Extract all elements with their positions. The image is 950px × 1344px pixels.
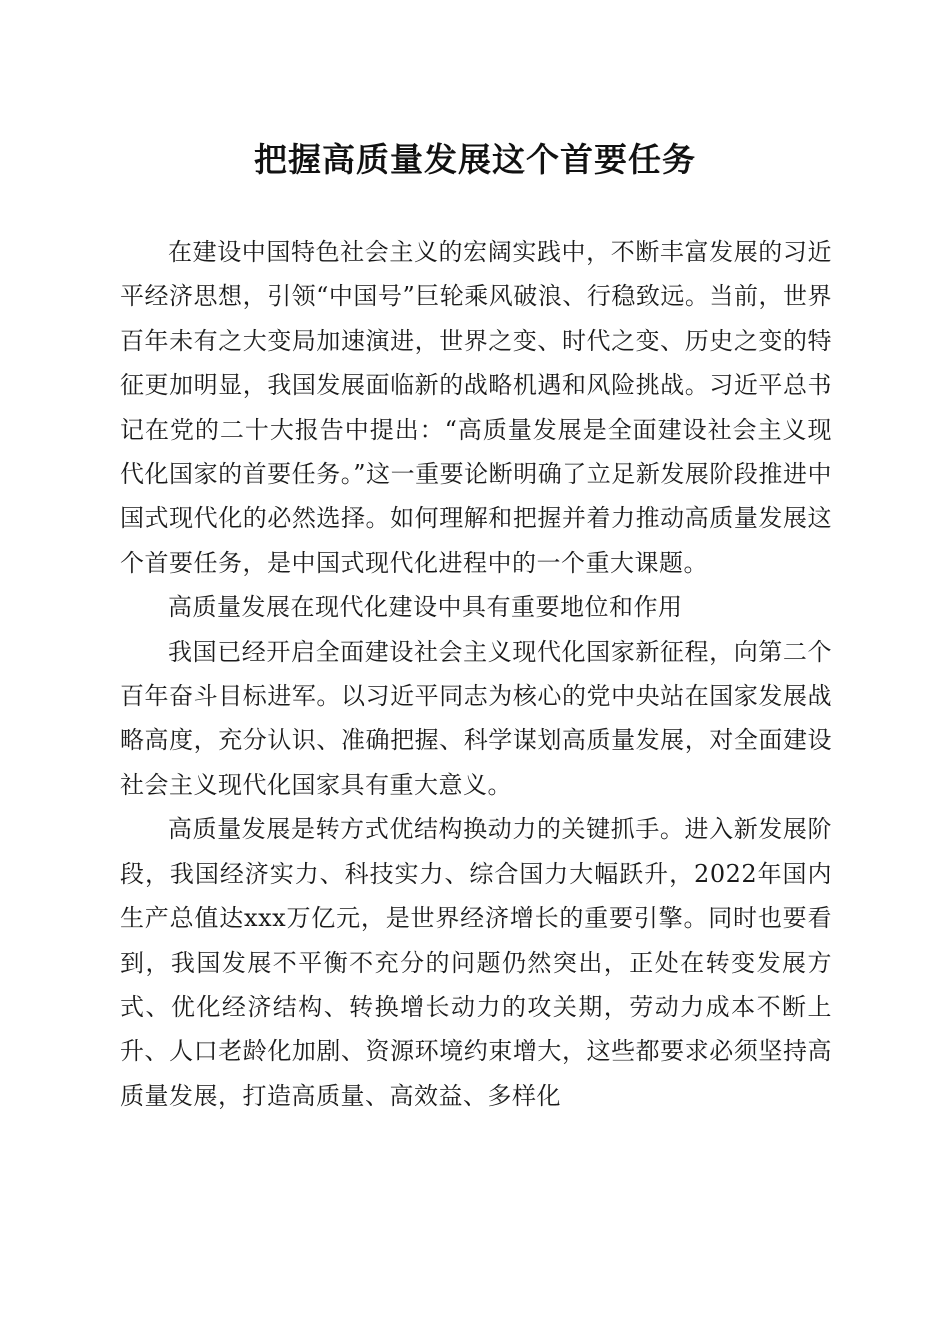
paragraph-transformation: 高质量发展是转方式优结构换动力的关键抓手。进入新发展阶段，我国经济实力、科技实力、综合国力大幅跃升，2022年国内生产总值达xxx万亿元，是世界经济增长的重要引擎。同时也要看到，我国发展不平衡不充分的问题仍然突出，正处在转变发展方式、优化经济结构、转换增长动力的攻关期，劳动力成本不断上升、人口老龄化加剧、资源环境约束增大，这些都要求必须坚持高质量发展，打造高质量、高效益、多样化 <box>120 815 832 1110</box>
paragraph-new-journey: 我国已经开启全面建设社会主义现代化国家新征程，向第二个百年奋斗目标进军。以习近平同志为核心的党中央站在国家发展战略高度，充分认识、准确把握、科学谋划高质量发展，对全面建设社会主义现代化国家具有重大意义。 <box>120 637 832 799</box>
document-body <box>120 230 832 1118</box>
paragraph-intro: 在建设中国特色社会主义的宏阔实践中，不断丰富发展的习近平经济思想，引领“中国号”巨轮乘风破浪、行稳致远。当前，世界百年未有之大变局加速演进，世界之变、时代之变、历史之变的特征更加明显，我国发展面临新的战略机遇和风险挑战。习近平总书记在党的二十大报告中提出：“高质量发展是全面建设社会主义现代化国家的首要任务。”这一重要论断明确了立足新发展阶段推进中国式现代化的必然选择。如何理解和把握并着力推动高质量发展这个首要任务，是中国式现代化进程中的一个重大课题。 <box>120 238 832 577</box>
section-heading: 高质量发展在现代化建设中具有重要地位和作用 <box>168 593 683 622</box>
document-title: 把握高质量发展这个首要任务 <box>254 140 696 179</box>
